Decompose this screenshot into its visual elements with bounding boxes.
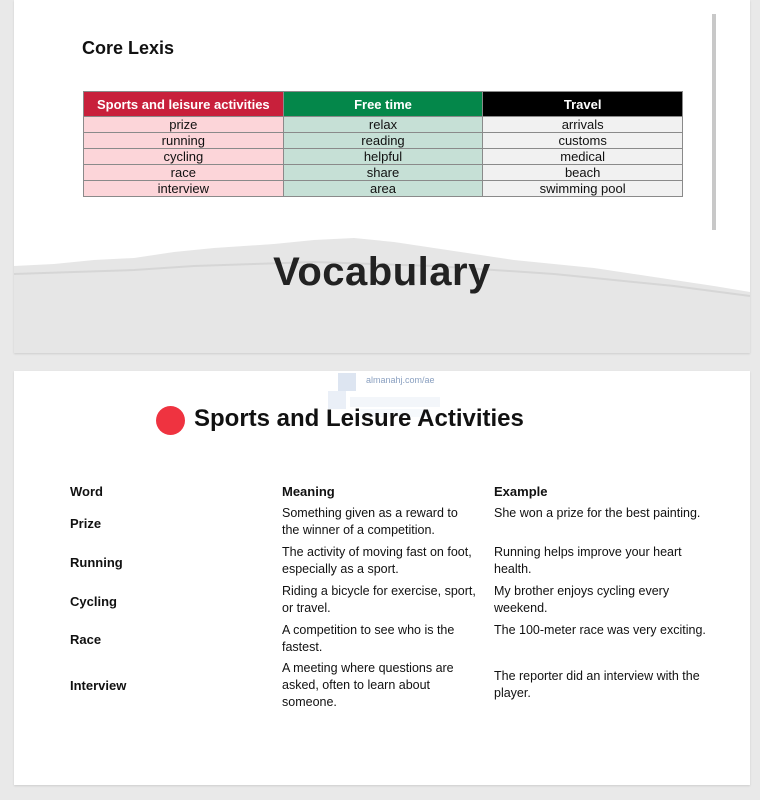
- column-header-example: Example: [494, 484, 548, 499]
- vocab-meaning: The activity of moving fast on foot, especially as a sport.: [282, 545, 472, 576]
- section-bullet-icon: [156, 406, 185, 435]
- core-lexis-slide: [14, 0, 750, 353]
- table-cell: medical: [483, 149, 683, 165]
- scrollbar[interactable]: [712, 14, 716, 230]
- table-cell: beach: [483, 165, 683, 181]
- vocab-word: Interview: [70, 678, 127, 693]
- vocab-example: The reporter did an interview with the player.: [494, 669, 700, 700]
- vocab-example: The 100-meter race was very exciting.: [494, 623, 706, 637]
- watermark-url: almanahj.com/ae: [366, 375, 435, 385]
- header-sports: Sports and leisure activities: [84, 92, 284, 117]
- table-cell: prize: [84, 117, 284, 133]
- table-row: [84, 165, 683, 181]
- table-row: [84, 181, 683, 197]
- column-header-word: Word: [70, 484, 103, 499]
- table-cell: area: [283, 181, 483, 197]
- vocab-word: Cycling: [70, 594, 117, 609]
- sports-leisure-slide: [14, 371, 750, 785]
- table-cell: share: [283, 165, 483, 181]
- table-row: [84, 149, 683, 165]
- vocab-meaning: A competition to see who is the fastest.: [282, 623, 455, 654]
- table-cell: relax: [283, 117, 483, 133]
- section-title: Sports and Leisure Activities: [194, 405, 524, 432]
- core-lexis-title: Core Lexis: [82, 38, 175, 58]
- vocab-meaning: Something given as a reward to the winner of a competition.: [282, 506, 458, 537]
- vocab-example: My brother enjoys cycling every weekend.: [494, 584, 670, 615]
- table-header-row: [84, 92, 683, 117]
- table-cell: race: [84, 165, 284, 181]
- table-row: [84, 133, 683, 149]
- header-travel: Travel: [483, 92, 683, 117]
- table-cell: arrivals: [483, 117, 683, 133]
- table-cell: helpful: [283, 149, 483, 165]
- vocab-example: Running helps improve your heart health.: [494, 545, 682, 576]
- table-cell: running: [84, 133, 284, 149]
- table-cell: customs: [483, 133, 683, 149]
- vocab-word: Prize: [70, 516, 102, 531]
- vocab-word: Race: [70, 632, 102, 647]
- table-cell: interview: [84, 181, 284, 197]
- core-lexis-table: [83, 91, 683, 197]
- table-row: [84, 117, 683, 133]
- vocab-meaning: A meeting where questions are asked, often to learn about someone.: [282, 661, 454, 709]
- column-header-meaning: Meaning: [282, 484, 335, 499]
- table-cell: reading: [283, 133, 483, 149]
- table-cell: cycling: [84, 149, 284, 165]
- vocab-word: Running: [70, 555, 123, 570]
- table-cell: swimming pool: [483, 181, 683, 197]
- vocabulary-banner-title: Vocabulary: [273, 250, 491, 294]
- vocab-example: She won a prize for the best painting.: [494, 506, 701, 520]
- vocab-meaning: Riding a bicycle for exercise, sport, or travel.: [282, 584, 476, 615]
- header-free-time: Free time: [283, 92, 483, 117]
